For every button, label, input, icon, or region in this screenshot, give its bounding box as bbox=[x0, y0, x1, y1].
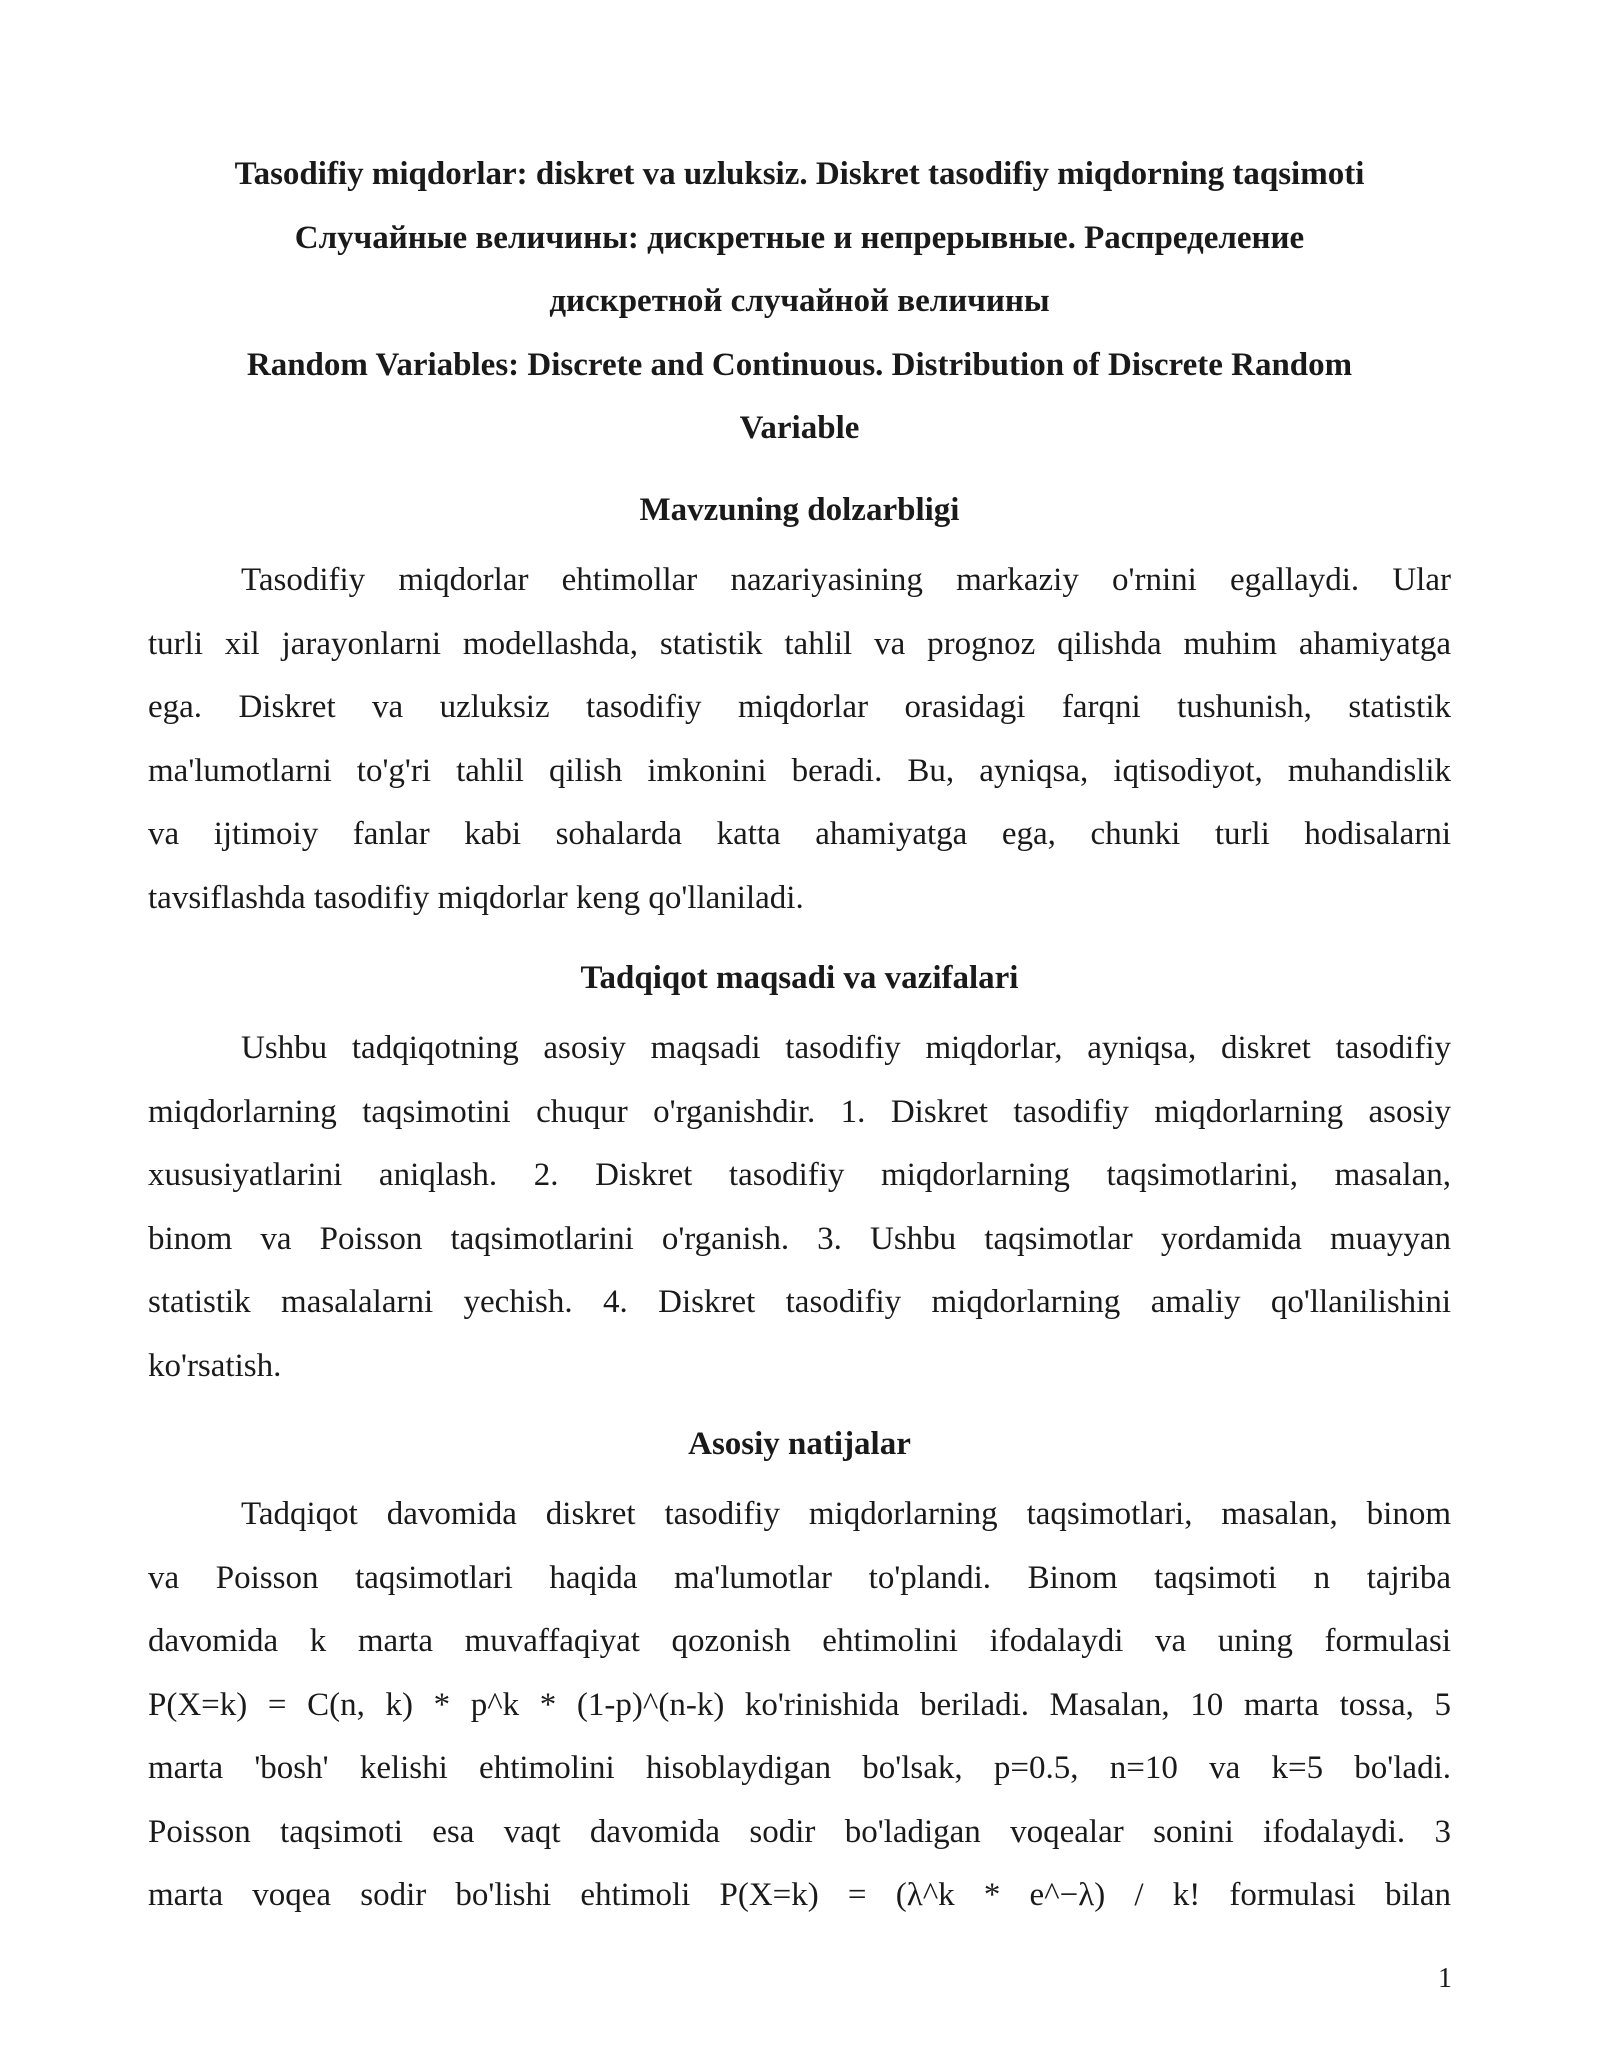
document-page bbox=[148, 0, 1451, 2070]
paragraph-line: Poisson taqsimoti esa vaqt davomida sodir bo'ladigan voqealar sonini ifodalaydi. 3 bbox=[148, 1813, 1451, 1850]
paragraph-line: turli xil jarayonlarni modellashda, statistik tahlil va prognoz qilishda muhim ahamiyatga bbox=[148, 625, 1451, 662]
paragraph-results bbox=[148, 1483, 1451, 1928]
paragraph-line: ega. Diskret va uzluksiz tasodifiy miqdorlar orasidagi farqni tushunish, statistik bbox=[148, 689, 1451, 725]
title-english-line-1: Random Variables: Discrete and Continuous. Distribution of Discrete Random bbox=[246, 346, 1353, 383]
paragraph-line: statistik masalalarni yechish. 4. Diskret tasodifiy miqdorlarning amaliy qo'llanilishini bbox=[148, 1284, 1451, 1320]
paragraph-line: tavsiflashda tasodifiy miqdorlar keng qo'llaniladi. bbox=[148, 879, 804, 916]
paragraph-line: marta 'bosh' kelishi ehtimolini hisoblaydigan bo'lsak, p=0.5, n=10 va k=5 bo'ladi. bbox=[148, 1750, 1451, 1786]
section-heading-goals: Tadqiqot maqsadi va vazifalari bbox=[580, 960, 1019, 996]
paragraph-line: ma'lumotlarni to'g'ri tahlil qilish imkonini beradi. Bu, ayniqsa, iqtisodiyot, muhandislik bbox=[148, 752, 1451, 789]
paragraph-line: xususiyatlarini aniqlash. 2. Diskret tasodifiy miqdorlarning taqsimotlarini, masalan, bbox=[148, 1157, 1451, 1193]
paragraph-line: va ijtimoiy fanlar kabi sohalarda katta ahamiyatga ega, chunki turli hodisalarni bbox=[148, 816, 1451, 852]
paragraph-line: va Poisson taqsimotlari haqida ma'lumotlar to'plandi. Binom taqsimoti n tajriba bbox=[148, 1559, 1451, 1596]
document-title bbox=[148, 143, 1451, 461]
paragraph-goals bbox=[148, 1017, 1451, 1398]
section-heading-results: Asosiy natijalar bbox=[688, 1426, 911, 1462]
paragraph-line: Tadqiqot davomida diskret tasodifiy miqdorlarning taqsimotlari, masalan, binom bbox=[241, 1496, 1451, 1532]
paragraph-line: P(X=k) = C(n, k) * p^k * (1-p)^(n-k) ko'rinishida beriladi. Masalan, 10 marta tossa, 5 bbox=[148, 1686, 1451, 1723]
title-english-line-2: Variable bbox=[739, 410, 860, 446]
title-uzbek: Tasodifiy miqdorlar: diskret va uzluksiz. Diskret tasodifiy miqdorning taqsimoti bbox=[234, 156, 1365, 192]
title-russian-line-2: дискретной случайной величины bbox=[549, 283, 1050, 319]
paragraph-line: marta voqea sodir bo'lishi ehtimoli P(X=k) = (λ^k * e^−λ) / k! formulasi bilan bbox=[148, 1877, 1451, 1913]
paragraph-relevance bbox=[148, 549, 1451, 930]
paragraph-line: binom va Poisson taqsimotlarini o'rganish. 3. Ushbu taqsimotlar yordamida muayyan bbox=[148, 1220, 1451, 1257]
paragraph-line: ko'rsatish. bbox=[148, 1347, 282, 1384]
paragraph-line: miqdorlarning taqsimotini chuqur o'rganishdir. 1. Diskret tasodifiy miqdorlarning asosiy bbox=[148, 1093, 1451, 1130]
paragraph-line: Ushbu tadqiqotning asosiy maqsadi tasodifiy miqdorlar, ayniqsa, diskret tasodifiy bbox=[241, 1030, 1451, 1066]
title-russian-line-1: Случайные величины: дискретные и непрерывные. Распределение bbox=[294, 219, 1305, 256]
paragraph-line: davomida k marta muvaffaqiyat qozonish ehtimolini ifodalaydi va uning formulasi bbox=[148, 1623, 1451, 1659]
page-number: 1 bbox=[1438, 1963, 1452, 1994]
paragraph-line: Tasodifiy miqdorlar ehtimollar nazariyasining markaziy o'rnini egallaydi. Ular bbox=[241, 562, 1451, 598]
section-heading-relevance: Mavzuning dolzarbligi bbox=[639, 492, 960, 528]
